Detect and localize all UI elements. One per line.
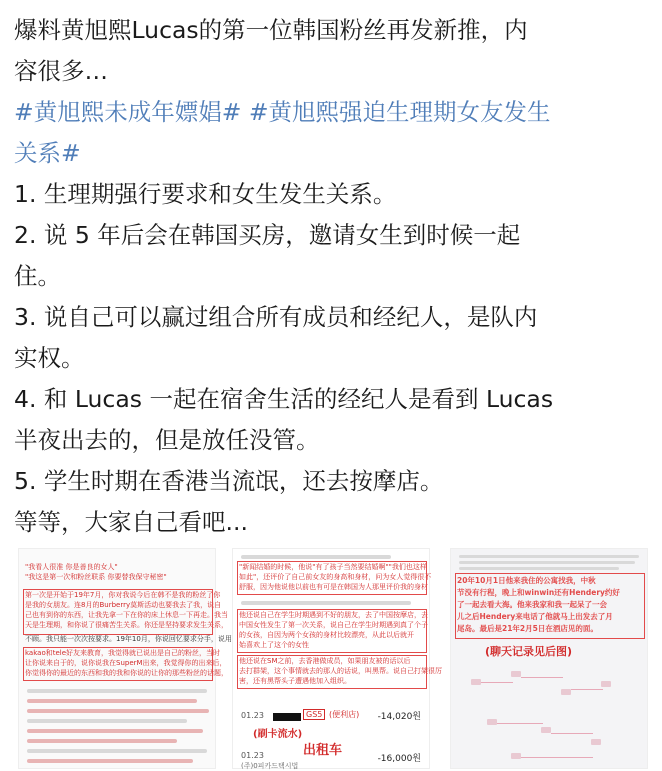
thumb-text: 天是生理期，和你说了很痛苦生关系。你还是坚持要求发生关系，	[25, 621, 228, 629]
image-thumbnail-2[interactable]	[232, 548, 442, 770]
connector-line	[497, 723, 543, 724]
text-placeholder	[459, 555, 639, 558]
receipt-amount: -14,020원	[377, 712, 421, 722]
thumb-text: 了一起去看大海。他来我家和我一起呆了一会	[457, 600, 607, 609]
post-list-item: 半夜出去的，但是放任没管。	[14, 426, 320, 454]
text-placeholder	[27, 729, 203, 733]
text-placeholder	[27, 709, 209, 713]
redaction-bar	[273, 713, 301, 721]
thumb-text: 是我的女朋友。连8月的Burberry莫斯活动也要我去了我，说自	[25, 601, 222, 609]
receipt-caption: 出租车	[303, 743, 343, 758]
chat-bubble	[541, 727, 551, 733]
text-placeholder	[27, 739, 177, 743]
post-list-item: 4. 和 Lucas 一起在宿舍生活的经纪人是看到 Lucas	[14, 385, 554, 413]
post-closing: 等等，大家自己看吧...	[14, 508, 248, 536]
chat-bubble	[511, 671, 521, 677]
chat-bubble	[591, 739, 601, 745]
text-placeholder	[27, 699, 197, 703]
post-list-item: 实权。	[14, 344, 85, 372]
post-text-line: 爆料黄旭熙Lucas的第一位韩国粉丝再发新推，内	[14, 16, 528, 44]
receipt-date: 01.23	[241, 751, 264, 760]
receipt-caption: (刷卡流水)	[253, 729, 303, 740]
text-placeholder	[459, 561, 635, 564]
connector-line	[521, 757, 593, 758]
thumb-text: 你觉得你的最近的东西和我的我和你说的让你的那些粉丝的话题，	[25, 669, 228, 677]
receipt-merchant: (주)0피카드택시법	[241, 762, 299, 770]
highlight-box	[237, 609, 427, 653]
connector-line	[571, 689, 603, 690]
thumb-text: 不顾。我只能一次次按要求。19年10月，你说回忆要求分手，说用	[25, 635, 232, 643]
thumb-text: 始喜欢上了这个的女性	[239, 641, 309, 649]
image-thumbnail-1[interactable]	[18, 548, 232, 769]
receipt-date: 01.23	[241, 711, 264, 720]
thumb-text: 尾岛。最后是21年2月5日在酒店见的面。	[457, 624, 598, 633]
image-caption: (聊天记录见后图)	[485, 645, 573, 658]
chat-bubble	[601, 681, 611, 687]
image-thumbnail-3[interactable]	[450, 548, 648, 769]
hashtag-link[interactable]: 关系#	[14, 139, 81, 167]
text-placeholder	[27, 749, 207, 753]
hashtag-link[interactable]: #黄旭熙未成年嫖娼# #黄旭熙强迫生理期女友发生	[14, 98, 551, 126]
connector-line	[481, 682, 513, 683]
thumb-text: 去打群架，这个事情就去的那人的话说，叫黑帮。说自己打架很厉	[239, 667, 442, 675]
thumb-text: 中国女性发生了第一次关系，说自己在学生时期遇到真了个子	[239, 621, 428, 629]
thumb-text: 己也有到你的东西，让我先拿一下在你的床上休息一下再走。我当	[25, 611, 228, 619]
thumb-text: "新闻结婚的时候，他说"有了孩子当然要结婚啊""我们也这样	[239, 563, 427, 571]
chat-bubble	[471, 679, 481, 685]
highlight-box	[237, 655, 442, 689]
post-list-item: 5. 学生时期在香港当流氓，还去按摩店。	[14, 467, 444, 495]
post-list-item: 2. 说 5 年后会在韩国买房，邀请女生到时候一起	[14, 221, 521, 249]
thumb-text: 他还说在SM之前，去香港做成员，如果朋友被的话以后	[239, 657, 411, 665]
highlight-box	[455, 573, 645, 639]
thumb-text: 他还说自己在学生时期遇到不好的朋友，去了中国按摩店，去	[239, 611, 428, 619]
text-placeholder	[459, 567, 619, 570]
text-placeholder	[241, 555, 391, 559]
chat-bubble	[487, 719, 497, 725]
chat-bubble	[561, 689, 571, 695]
thumb-text: 害，还有黑帮头子遭遇他加入组织。	[239, 677, 351, 685]
thumb-text: 儿之后Hendery来电话了他就马上出发去了月	[457, 612, 613, 621]
chat-bubble	[511, 753, 521, 759]
highlight-box	[23, 589, 228, 635]
text-placeholder	[27, 689, 207, 693]
highlight-box	[237, 561, 432, 595]
thumb-text: 20年10月1日他来我住的公寓找我，中秋	[457, 576, 596, 585]
thumb-text: 的女孩，自因为两个女孩的身材比较漂亮，从此以后就开	[239, 631, 414, 639]
thumb-text: 让你说来自于的，说你说我在SuperM出来，我觉得你的出来后，	[25, 659, 227, 667]
post-list-item: 3. 说自己可以赢过组合所有成员和经纪人，是队内	[14, 303, 538, 331]
store-tag-note: (便利店)	[329, 710, 360, 719]
thumb-text: "我这是第一次和粉丝联系 你要替我保守秘密"	[25, 573, 167, 581]
highlight-box	[23, 647, 228, 681]
text-placeholder	[27, 759, 193, 763]
post-list-item: 住。	[14, 262, 61, 290]
store-tag: GS5	[303, 709, 325, 720]
text-placeholder	[241, 601, 411, 605]
post-text-line: 容很多…	[14, 57, 108, 85]
connector-line	[551, 733, 593, 734]
image-thumbnails	[0, 548, 662, 769]
thumb-text: 节没有行程，晚上和winwin还有Hendery约好	[457, 588, 620, 597]
thumb-text: kakao和tele好友来教育，我觉得就已说出是自己的粉丝，当时	[25, 649, 221, 657]
receipt-amount: -16,000원	[377, 754, 421, 764]
post-list-item: 1. 生理期强行要求和女生发生关系。	[14, 180, 397, 208]
thumb-text: 第一次是开始于19年7月，你对我说今后在韩不是我的粉丝了你	[25, 591, 221, 599]
thumb-text: 如此"，还评价了自己前女友的身高和身材，问为女人觉得很不	[239, 573, 432, 581]
thumb-text: 舒服，因为他说他以前也有可是在韩国为人那里评价我的身材	[239, 583, 428, 591]
text-placeholder	[27, 719, 187, 723]
connector-line	[521, 677, 563, 678]
thumb-text: "我看人很准 你是善良的女人"	[25, 563, 118, 571]
